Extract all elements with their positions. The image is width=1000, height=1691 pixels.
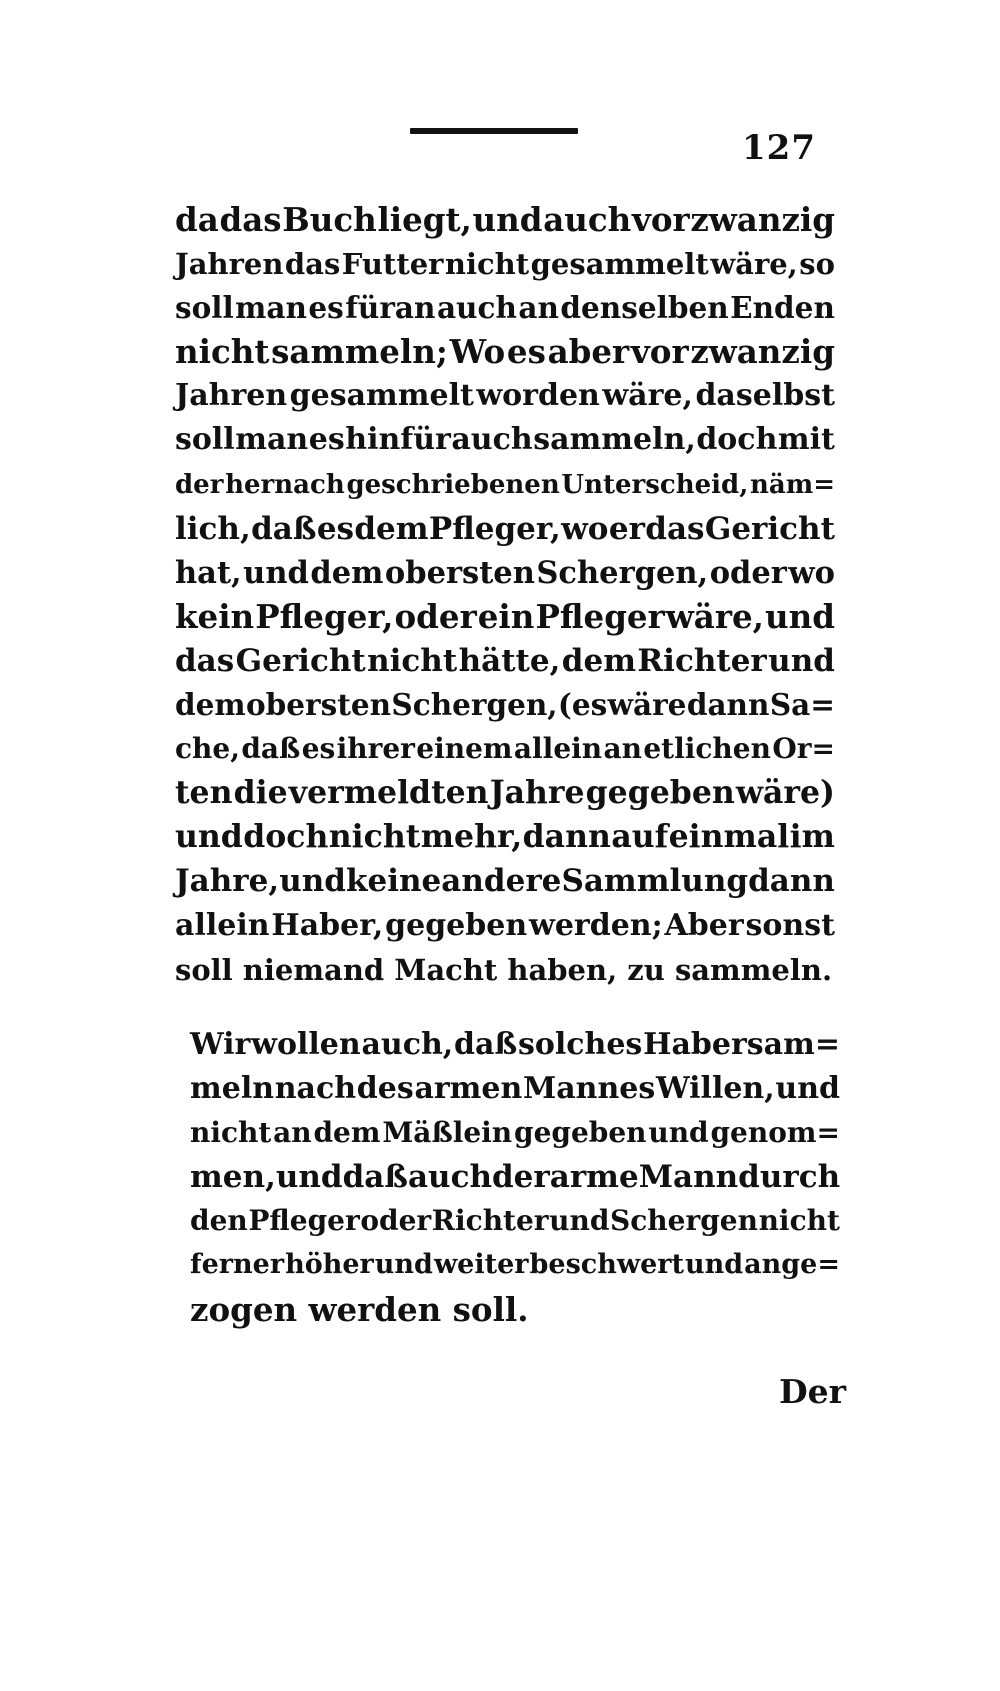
word: worden [476, 378, 600, 414]
word: nicht [444, 247, 530, 282]
text-line [190, 1199, 840, 1243]
text-line [175, 551, 835, 595]
word: und [279, 863, 346, 900]
word: wäre, [710, 247, 798, 282]
word: keine [346, 863, 442, 900]
word: wollen [251, 1027, 361, 1062]
word: Pfleger [535, 596, 665, 636]
word: und [775, 1071, 840, 1107]
text-line [175, 463, 835, 507]
word: und [243, 554, 309, 591]
word: Jahre, [175, 863, 280, 900]
word: Aber [664, 907, 744, 943]
word: wäre [607, 687, 687, 723]
word: und [768, 642, 835, 679]
text-line [175, 815, 835, 859]
word: und [472, 200, 543, 239]
text-line [175, 330, 835, 374]
word: beschwert [529, 1249, 684, 1281]
word: allein [513, 732, 603, 766]
word: nach [274, 1071, 357, 1107]
word: weiter [433, 1249, 529, 1281]
word: daselbst [695, 378, 835, 414]
word: Jahre [489, 774, 585, 812]
text-line [190, 1111, 840, 1155]
word: obersten [245, 687, 392, 723]
header-rule [410, 128, 578, 134]
word: Schergen [610, 1204, 758, 1238]
word: Richter [431, 1204, 549, 1238]
word: Sa= [769, 687, 835, 723]
word: Buch [282, 200, 377, 239]
word: Gericht [704, 510, 835, 547]
word: meln [190, 1071, 275, 1107]
word: im [789, 818, 835, 856]
text-line [190, 1023, 840, 1067]
word: nicht [328, 818, 421, 856]
word: der [492, 1159, 550, 1196]
word: es [308, 290, 344, 326]
word: sonst [745, 907, 835, 943]
word: doch [696, 422, 778, 458]
word: auch [451, 422, 533, 458]
word: Schergen, [536, 554, 709, 591]
word: ten [175, 774, 233, 812]
word: Haber, [271, 907, 384, 943]
word: ferner [190, 1249, 285, 1281]
word: wo [561, 510, 609, 547]
word: und [374, 1249, 433, 1281]
word: (es [557, 687, 608, 723]
word: und [549, 1204, 610, 1238]
text-line [175, 198, 835, 242]
word: dem [313, 1116, 381, 1150]
word: Schergen, [391, 687, 558, 723]
word: Richter [637, 642, 767, 679]
word: doch [243, 818, 329, 856]
word: so [799, 247, 835, 282]
word: gesammelt [289, 378, 474, 414]
word: oder [360, 1204, 432, 1238]
word: Wir [190, 1027, 251, 1062]
word: Jahren [175, 247, 284, 282]
word: che, [175, 732, 240, 766]
word: daß [342, 1159, 408, 1196]
word: armen [414, 1071, 523, 1107]
word: Wo [449, 332, 506, 372]
word: und [275, 1159, 343, 1196]
word: Unterscheid, [561, 469, 749, 500]
word: das [645, 510, 705, 547]
word: geschriebenen [346, 469, 560, 500]
word: Habersam= [643, 1027, 840, 1062]
word: man [235, 290, 307, 326]
word: höher [285, 1249, 374, 1281]
word: wäre) [735, 774, 835, 812]
word: er [608, 510, 645, 547]
word: liegt, [377, 200, 472, 239]
word: man [235, 422, 309, 458]
word: und [764, 596, 835, 636]
word: einem [416, 732, 513, 766]
word: hat, [175, 554, 242, 591]
word: genom= [710, 1116, 840, 1150]
text-line [175, 286, 835, 330]
word: Mäßlein [382, 1116, 513, 1150]
word: gegeben [385, 907, 528, 943]
paragraph-1 [175, 198, 835, 992]
word: Enden [730, 290, 835, 326]
word: dann [748, 863, 835, 900]
text-line [190, 1155, 840, 1199]
word: durch [738, 1159, 841, 1196]
word: daß [453, 1027, 518, 1062]
word: Futter [341, 247, 444, 282]
word: Gericht [235, 642, 366, 679]
word: hätte, [458, 642, 561, 679]
word: Mannes [523, 1071, 656, 1107]
catchword: Der [779, 1372, 846, 1411]
word: das [175, 642, 235, 679]
text-line [175, 859, 835, 903]
word: auch [407, 1159, 492, 1196]
word: nicht [190, 1116, 272, 1150]
word: dem [175, 687, 246, 723]
word: oder [394, 596, 477, 636]
word: gegeben [513, 1116, 647, 1150]
word: daß [251, 510, 317, 547]
word: aber [547, 332, 630, 372]
word: arme [549, 1159, 639, 1196]
word: Pfleger, [255, 596, 394, 636]
word: wäre, [602, 378, 693, 414]
word: Jahren [175, 378, 288, 414]
word: Willen, [655, 1071, 775, 1107]
text-line [175, 242, 835, 286]
word: sammeln, [533, 422, 696, 458]
text-line: soll niemand Macht haben, zu sammeln. [175, 952, 833, 987]
word: füran [345, 290, 436, 326]
word: men, [190, 1159, 276, 1196]
word: soll [175, 290, 234, 326]
word: einmal [668, 818, 790, 856]
paragraph-2 [190, 1023, 840, 1332]
word: wo [788, 554, 835, 591]
word: näm= [749, 469, 835, 500]
word: oder [709, 554, 787, 591]
text-line [175, 507, 835, 551]
word: dem [310, 554, 384, 591]
word: ange= [744, 1249, 840, 1281]
word: wäre, [665, 596, 764, 636]
text-line [175, 904, 835, 948]
word: nicht [175, 332, 270, 372]
word: es [316, 510, 354, 547]
word: mehr, [420, 818, 523, 856]
text-line [175, 639, 835, 683]
word: ein [477, 596, 535, 636]
word: vor [631, 200, 690, 239]
text-line [190, 1243, 840, 1287]
word: auch [543, 200, 632, 239]
word: Sammlung [561, 863, 749, 900]
page-number: 127 [742, 128, 816, 168]
word: das [219, 200, 282, 239]
word: vor [630, 332, 689, 372]
word: kein [175, 596, 255, 636]
word: an [603, 732, 642, 766]
word: lich, [175, 510, 251, 547]
word: Pfleger, [428, 510, 561, 547]
word: werden; [529, 907, 663, 943]
word: da [175, 200, 219, 239]
word: gesammelt [530, 247, 709, 282]
word: denselben [560, 290, 729, 326]
text-line [175, 771, 835, 815]
word: daß [241, 732, 301, 766]
word: hinfür [345, 422, 451, 458]
word: mit [777, 422, 835, 458]
word: dem [561, 642, 636, 679]
word: zwanzig [690, 332, 835, 372]
word: hernach [225, 469, 345, 500]
word: nicht [758, 1204, 840, 1238]
word: und [684, 1249, 744, 1281]
word: auf [611, 818, 669, 856]
word: auch [436, 290, 517, 326]
word: zwanzig [690, 200, 835, 239]
word: solches [517, 1027, 643, 1062]
text-line [175, 374, 835, 418]
word: und [175, 818, 243, 856]
text-line: zogen werden soll. [190, 1289, 529, 1329]
text-line [175, 418, 835, 462]
word: andere [441, 863, 562, 900]
word: es [308, 422, 345, 458]
word: vermeldten [288, 774, 489, 812]
word: Pfleger [248, 1204, 360, 1238]
text-line [175, 727, 835, 771]
text-line [175, 683, 835, 727]
word: soll [175, 422, 235, 458]
word: allein [175, 907, 270, 943]
word: auch, [361, 1027, 454, 1062]
word: etlichen [643, 732, 771, 766]
word: gegeben [585, 774, 735, 812]
word: dann [522, 818, 611, 856]
word: das [284, 247, 341, 282]
word: dann [686, 687, 770, 723]
word: der [175, 469, 224, 500]
word: den [190, 1204, 248, 1238]
text-line [190, 1067, 840, 1111]
word: sammeln; [271, 332, 448, 372]
text-line [175, 595, 835, 639]
word: dem [354, 510, 429, 547]
word: ihrer [336, 732, 415, 766]
word: an [273, 1116, 312, 1150]
word: an [518, 290, 559, 326]
word: Or= [772, 732, 835, 766]
word: obersten [384, 554, 535, 591]
word: es [506, 332, 546, 372]
word: und [648, 1116, 709, 1150]
word: Mann [638, 1159, 739, 1196]
word: es [301, 732, 336, 766]
word: des [356, 1071, 414, 1107]
word: nicht [367, 642, 458, 679]
word: die [233, 774, 288, 812]
